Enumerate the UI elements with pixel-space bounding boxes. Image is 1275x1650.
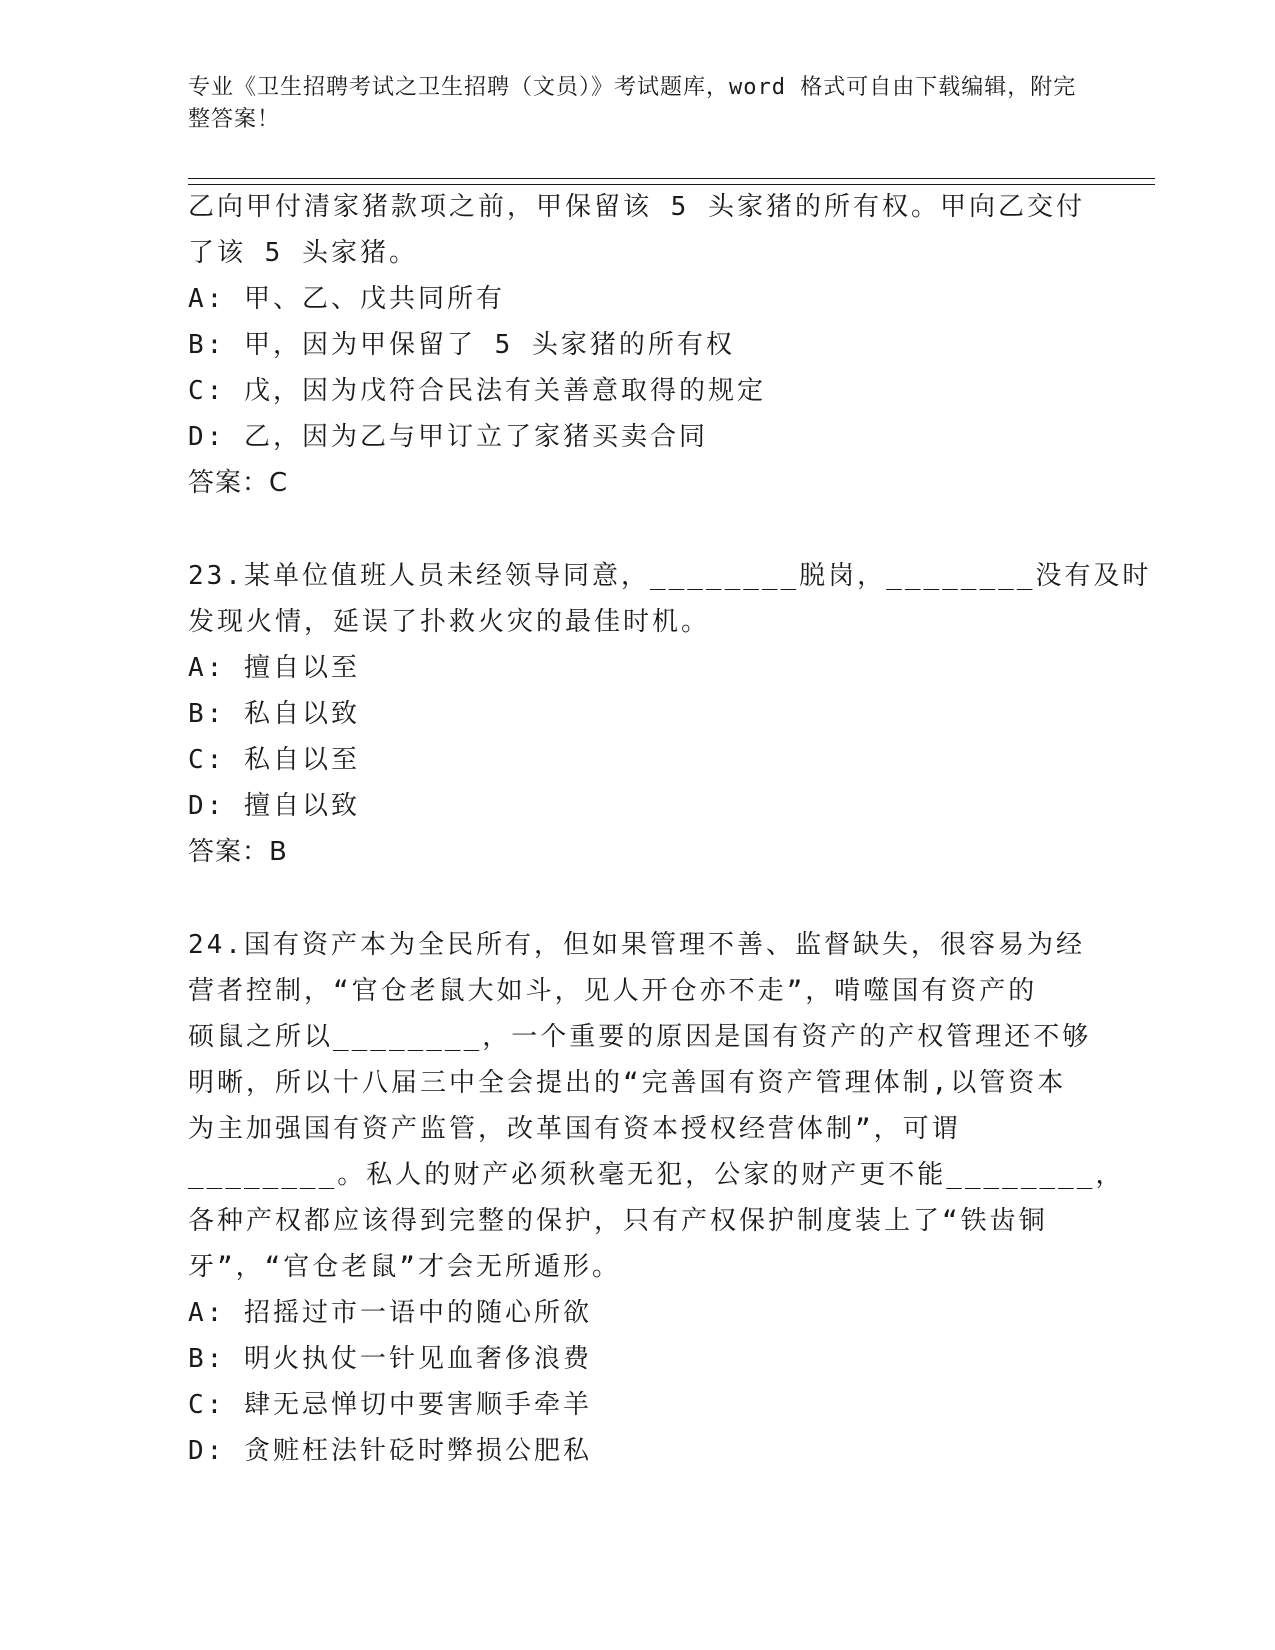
question-22-continued (188, 184, 1152, 1474)
question-line: 乙向甲付清家猪款项之前，甲保留该 5 头家猪的所有权。甲向乙交付 (188, 192, 1085, 222)
option-b: B: 甲，因为甲保留了 5 头家猪的所有权 (188, 330, 735, 360)
option-b: B: 明火执仗一针见血奢侈浪费 (188, 1344, 592, 1374)
question-line: 为主加强国有资产监管，改革国有资本授权经营体制”，可谓 (188, 1114, 961, 1144)
question-line: 23.某单位值班人员未经领导同意，________脱岗，________没有及时 (188, 561, 1152, 591)
spacer (188, 506, 1088, 553)
option-d: D: 乙，因为乙与甲订立了家猪买卖合同 (188, 422, 708, 452)
option-c: C: 私自以至 (188, 745, 360, 775)
page-header: 专业《卫生招聘考试之卫生招聘（文员）》考试题库，word 格式可自由下载编辑，附完整答案！ (188, 75, 1077, 132)
option-a: A: 招摇过市一语中的随心所欲 (188, 1298, 592, 1328)
question-line: 明晰，所以十八届三中全会提出的“完善国有资产管理体制,以管资本 (188, 1068, 1067, 1098)
question-line: 各种产权都应该得到完整的保护，只有产权保护制度装上了“铁齿铜 (188, 1206, 1048, 1236)
question-line: 营者控制，“官仓老鼠大如斗，见人开仓亦不走”，啃噬国有资产的 (188, 976, 1038, 1006)
question-line: 发现火情，延误了扑救火灾的最佳时机。 (188, 607, 711, 637)
option-c: C: 肆无忌惮切中要害顺手牵羊 (188, 1390, 592, 1420)
option-c: C: 戊，因为戊符合民法有关善意取得的规定 (188, 376, 766, 406)
answer-line: 答案：B (188, 837, 288, 867)
option-a: A: 甲、乙、戊共同所有 (188, 284, 505, 314)
answer-line: 答案：C (188, 468, 289, 498)
question-line: ________。私人的财产必须秋毫无犯，公家的财产更不能________， (188, 1160, 1125, 1190)
question-line: 24.国有资产本为全民所有，但如果管理不善、监督缺失，很容易为经 (188, 930, 1085, 960)
option-d: D: 擅自以致 (188, 791, 360, 821)
option-d: D: 贪赃枉法针砭时弊损公肥私 (188, 1436, 592, 1466)
question-line: 了该 5 头家猪。 (188, 238, 418, 268)
option-b: B: 私自以致 (188, 699, 360, 729)
spacer (188, 875, 1088, 922)
question-line: 硕鼠之所以________，一个重要的原因是国有资产的产权管理还不够 (188, 1022, 1092, 1052)
question-line: 牙”，“官仓老鼠”才会无所遁形。 (188, 1252, 621, 1282)
option-a: A: 擅自以至 (188, 653, 360, 683)
header-rule-top (188, 178, 1155, 179)
